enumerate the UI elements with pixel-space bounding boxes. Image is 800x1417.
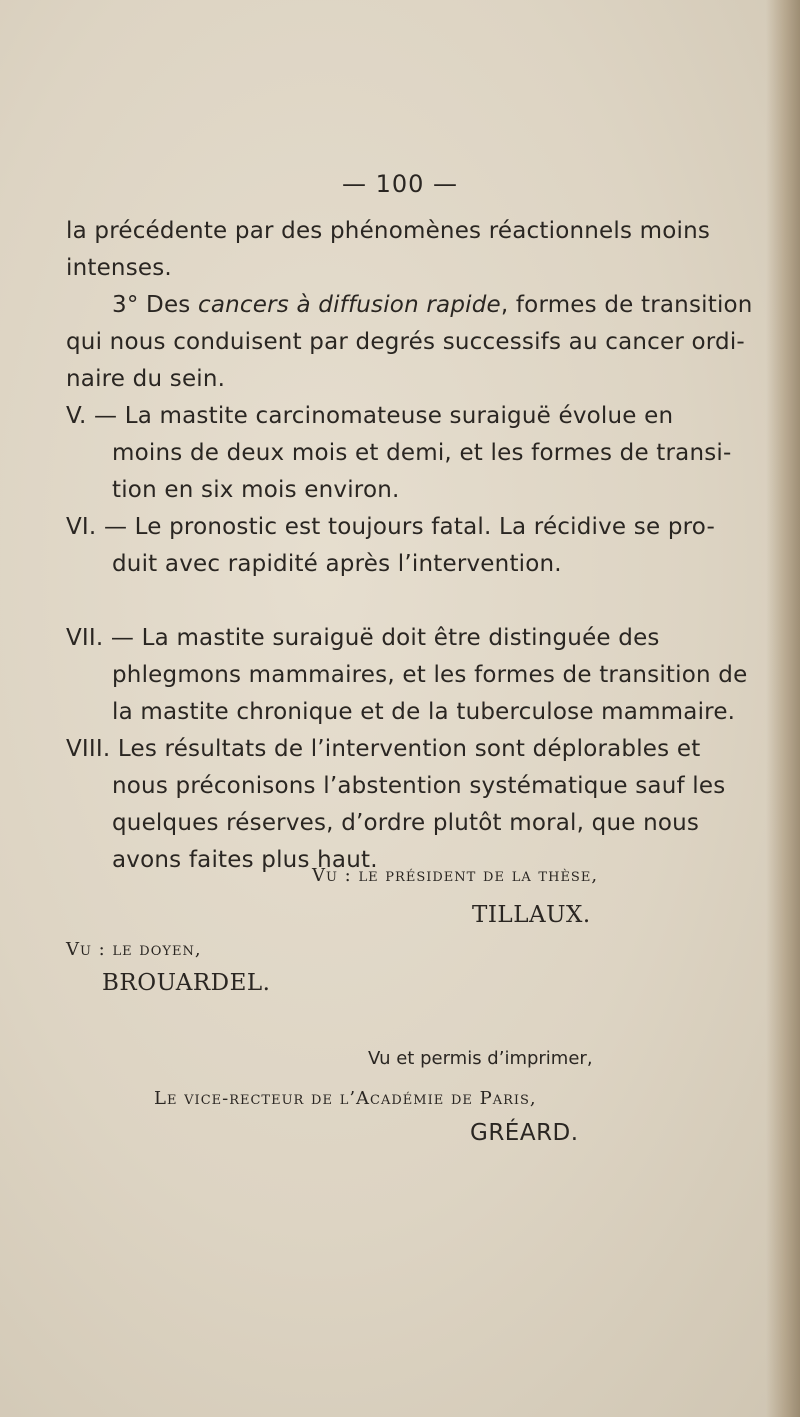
text-line: VIII. Les résultats de l’intervention sont déplorables et	[66, 736, 701, 762]
italic-phrase: cancers à diffusion rapide	[198, 292, 501, 318]
vice-recteur-name: GRÉARD.	[470, 1120, 579, 1146]
text-span: , formes de transition	[500, 292, 753, 318]
text-line: intenses.	[66, 255, 172, 281]
vice-recteur-label	[154, 1085, 537, 1109]
paragraph-5-conclusion	[66, 398, 732, 509]
paragraph-7-conclusion	[66, 620, 748, 731]
text-line: tion en six mois environ.	[112, 477, 400, 503]
president-name: TILLAUX.	[472, 902, 591, 928]
text-line: VII. — La mastite suraiguë doit être distinguée des	[66, 625, 660, 651]
president-label-text: Vu : le président de la thèse,	[312, 865, 599, 886]
text-line: avons faites plus haut.	[112, 847, 378, 873]
text-line: V. — La mastite carcinomateuse suraiguë évolue en	[66, 403, 674, 429]
text-line: la précédente par des phénomènes réactionnels moins	[66, 218, 711, 244]
doyen-name: BROUARDEL.	[102, 970, 271, 996]
text-line: qui nous conduisent par degrés successifs au cancer ordi-	[66, 329, 745, 355]
paragraph-1	[66, 213, 726, 287]
text-line	[66, 287, 753, 324]
text-line: quelques réserves, d’ordre plutôt moral, que nous	[112, 810, 700, 836]
text-span: 3° Des	[112, 292, 198, 318]
doyen-approval-label	[66, 936, 202, 961]
page-number: — 100 —	[341, 170, 459, 198]
paragraph-2	[66, 287, 753, 398]
text-line: phlegmons mammaires, et les formes de transition de	[112, 662, 748, 688]
text-line: moins de deux mois et demi, et les formes de transi-	[112, 440, 732, 466]
text-line: naire du sein.	[66, 366, 226, 392]
page-edge-shadow	[766, 0, 800, 1417]
text-line: la mastite chronique et de la tuberculose mammaire.	[112, 699, 736, 725]
doyen-label-text: Vu : le doyen,	[66, 939, 202, 960]
text-line: nous préconisons l’abstention systématique sauf les	[112, 773, 726, 799]
vice-recteur-text: Le vice-recteur de l’Académie de Paris,	[154, 1088, 537, 1109]
text-line: VI. — Le pronostic est toujours fatal. La récidive se pro-	[66, 514, 715, 540]
paragraph-6-conclusion	[66, 509, 726, 583]
permis-imprimer: Vu et permis d’imprimer,	[368, 1048, 593, 1069]
text-line: duit avec rapidité après l’intervention.	[112, 551, 562, 577]
president-approval-label	[312, 862, 598, 887]
paragraph-8-conclusion	[66, 731, 726, 879]
